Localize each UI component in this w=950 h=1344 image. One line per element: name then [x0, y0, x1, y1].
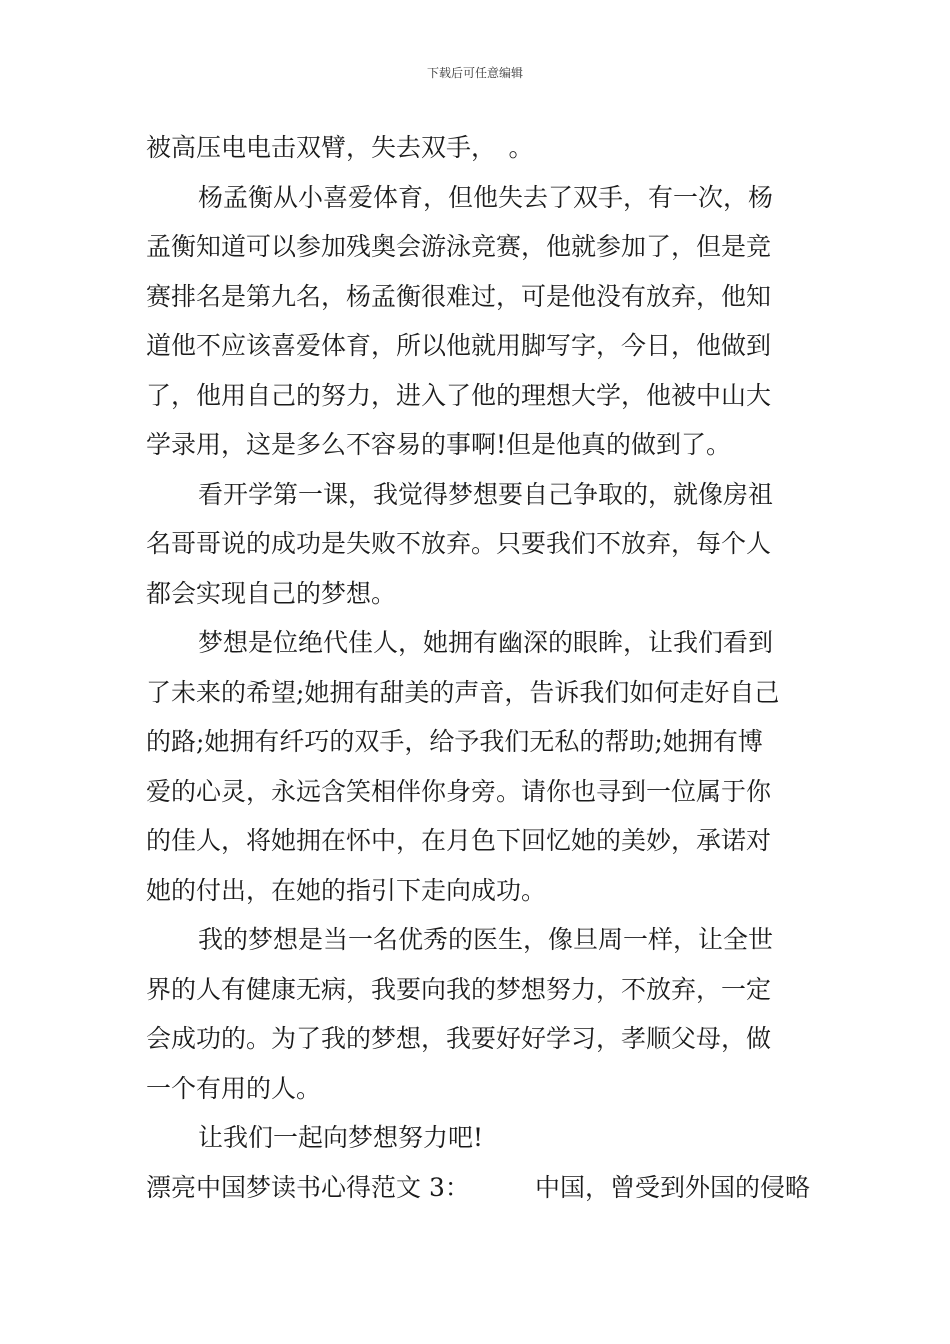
- text-line: 的佳人，将她拥在怀中，在月色下回忆她的美妙，承诺对: [146, 826, 772, 855]
- text-line: 一个有用的人。: [146, 1073, 322, 1103]
- text-line: 让我们一起向梦想努力吧!: [198, 1123, 484, 1152]
- section-heading-line: [146, 1163, 810, 1213]
- text-line: 了，他用自己的努力，进入了他的理想大学，他被中山大: [146, 380, 772, 410]
- text-line: 梦想是位绝代佳人，她拥有幽深的眼眸，让我们看到: [198, 628, 774, 657]
- text-line: 被高压电电击双臂，失去双手， 。: [146, 133, 534, 162]
- section-first-line: 中国，曾受到外国的侵略: [534, 1172, 810, 1202]
- text-line: 她的付出，在她的指引下走向成功。: [146, 875, 547, 905]
- text-line: 爱的心灵，永远含笑相伴你身旁。请你也寻到一位属于你: [146, 776, 772, 806]
- text-line: 会成功的。为了我的梦想，我要好好学习，孝顺父母，做: [146, 1024, 772, 1053]
- document-body: [146, 123, 810, 1212]
- text-line: 赛排名是第九名，杨孟衡很难过，可是他没有放弃，他知: [146, 281, 772, 311]
- page-header: 下载后可任意编辑: [426, 66, 523, 80]
- text-line: 了未来的希望;她拥有甜美的声音，告诉我们如何走好自己: [146, 677, 780, 707]
- text-line: 杨孟衡从小喜爱体育，但他失去了双手，有一次，杨: [198, 182, 774, 212]
- text-line: 道他不应该喜爱体育，所以他就用脚写字，今日，他做到: [146, 331, 772, 360]
- text-line: 的路;她拥有纤巧的双手，给予我们无私的帮助;她拥有博: [146, 727, 763, 756]
- section-heading: 漂亮中国梦读书心得范文 3：: [146, 1172, 470, 1202]
- text-line: 都会实现自己的梦想。: [146, 578, 397, 608]
- text-line: 孟衡知道可以参加残奥会游泳竞赛，他就参加了，但是竞: [146, 232, 772, 261]
- text-line: 我的梦想是当一名优秀的医生，像旦周一样，让全世: [198, 925, 774, 954]
- text-line: 学录用，这是多么不容易的事啊!但是他真的做到了。: [146, 430, 732, 459]
- text-line: 看开学第一课，我觉得梦想要自己争取的，就像房祖: [198, 479, 774, 509]
- text-line: 名哥哥说的成功是失败不放弃。只要我们不放弃，每个人: [146, 529, 772, 558]
- text-line: 界的人有健康无病，我要向我的梦想努力，不放弃，一定: [146, 974, 772, 1004]
